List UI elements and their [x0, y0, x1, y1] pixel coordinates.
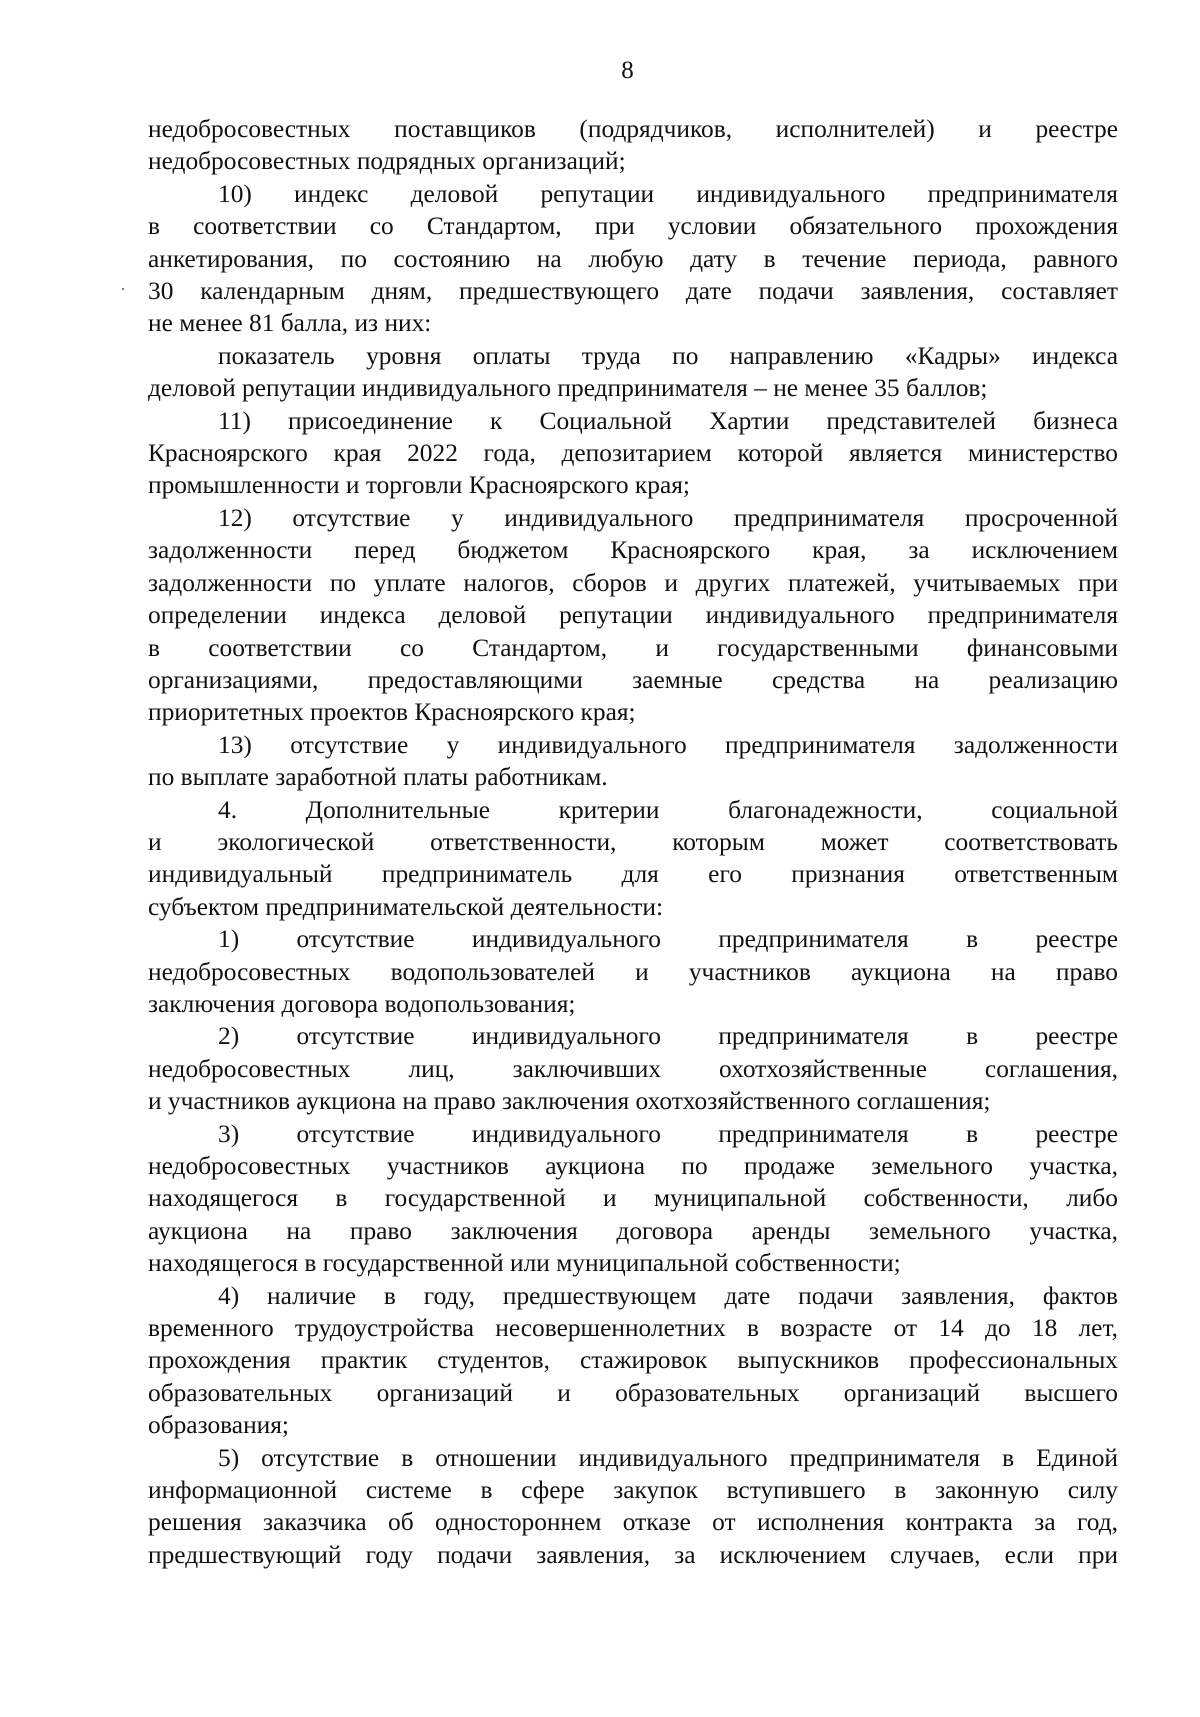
- text-line: аукциона на право заключения договора аренды земельного участка,: [148, 1216, 1118, 1245]
- text-line: недобросовестных лиц, заключивших охотхозяйственные соглашения,: [148, 1054, 1118, 1083]
- text-line: заключения договора водопользования;: [148, 989, 576, 1018]
- text-line: 2) отсутствие индивидуального предпринимателя в реестре: [218, 1022, 1118, 1051]
- text-line: 1) отсутствие индивидуального предпринимателя в реестре: [218, 925, 1118, 954]
- text-line: промышленности и торговли Красноярского края;: [148, 471, 690, 500]
- text-line: находящегося в государственной и муниципальной собственности, либо: [148, 1184, 1118, 1213]
- text-line: Красноярского края 2022 года, депозитарием которой является министерство: [148, 439, 1118, 468]
- text-line: временного трудоустройства несовершеннолетних в возрасте от 14 до 18 лет,: [148, 1314, 1118, 1343]
- text-line: показатель уровня оплаты труда по направлению «Кадры» индекса: [218, 341, 1118, 370]
- text-line: 4) наличие в году, предшествующем дате подачи заявления, фактов: [218, 1281, 1118, 1310]
- text-line: предшествующий году подачи заявления, за исключением случаев, если при: [148, 1540, 1118, 1569]
- text-line: образовательных организаций и образовательных организаций высшего: [148, 1378, 1118, 1407]
- text-line: недобросовестных водопользователей и участников аукциона на право: [148, 957, 1118, 986]
- text-line: решения заказчика об одностороннем отказе от исполнения контракта за год,: [148, 1508, 1118, 1537]
- text-line: 3) отсутствие индивидуального предпринимателя в реестре: [218, 1119, 1118, 1148]
- text-line: не менее 81 балла, из них:: [148, 309, 432, 338]
- text-line: недобросовестных поставщиков (подрядчиков, исполнителей) и реестре: [148, 115, 1118, 143]
- text-line: 30 календарным дням, предшествующего дате подачи заявления, составляет: [148, 277, 1118, 306]
- text-line: 12) отсутствие у индивидуального предпринимателя просроченной: [218, 503, 1118, 532]
- text-line: определении индекса деловой репутации индивидуального предпринимателя: [148, 601, 1118, 630]
- text-line: 13) отсутствие у индивидуального предпринимателя задолженности: [218, 730, 1118, 759]
- text-line: недобросовестных подрядных организаций;: [148, 147, 626, 176]
- text-line: анкетирования, по состоянию на любую дату в течение периода, равного: [148, 244, 1118, 273]
- text-line: организациями, предоставляющими заемные средства на реализацию: [148, 665, 1118, 694]
- text-line: субъектом предпринимательской деятельности:: [148, 892, 664, 921]
- text-line: информационной системе в сфере закупок вступившего в законную силу: [148, 1476, 1118, 1505]
- text-line: и участников аукциона на право заключения охотхозяйственного соглашения;: [148, 1087, 991, 1116]
- document-body: [148, 113, 1118, 1571]
- text-line: 11) присоединение к Социальной Хартии представителей бизнеса: [218, 406, 1118, 435]
- text-line: приоритетных проектов Красноярского края;: [148, 698, 636, 727]
- text-line: 10) индекс деловой репутации индивидуального предпринимателя: [218, 179, 1118, 208]
- scan-speck: [122, 288, 124, 290]
- text-line: задолженности перед бюджетом Красноярского края, за исключением: [148, 536, 1118, 565]
- text-line: задолженности по уплате налогов, сборов и других платежей, учитываемых при: [148, 568, 1118, 597]
- page-number: 8: [621, 57, 634, 84]
- text-line: в соответствии со Стандартом, при условии обязательного прохождения: [148, 212, 1118, 241]
- text-line: 5) отсутствие в отношении индивидуального предпринимателя в Единой: [218, 1443, 1118, 1472]
- text-line: в соответствии со Стандартом, и государственными финансовыми: [148, 633, 1118, 662]
- text-line: недобросовестных участников аукциона по продаже земельного участка,: [148, 1152, 1118, 1180]
- text-line: индивидуальный предприниматель для его признания ответственным: [148, 860, 1118, 889]
- text-line: по выплате заработной платы работникам.: [148, 763, 608, 792]
- text-line: находящегося в государственной или муниципальной собственности;: [148, 1249, 901, 1278]
- text-line: 4. Дополнительные критерии благонадежности, социальной: [218, 795, 1118, 824]
- text-line: прохождения практик студентов, стажировок выпускников профессиональных: [148, 1346, 1118, 1375]
- text-line: деловой репутации индивидуального предпринимателя – не менее 35 баллов;: [148, 374, 988, 403]
- text-line: и экологической ответственности, которым может соответствовать: [148, 827, 1118, 856]
- text-line: образования;: [148, 1411, 289, 1440]
